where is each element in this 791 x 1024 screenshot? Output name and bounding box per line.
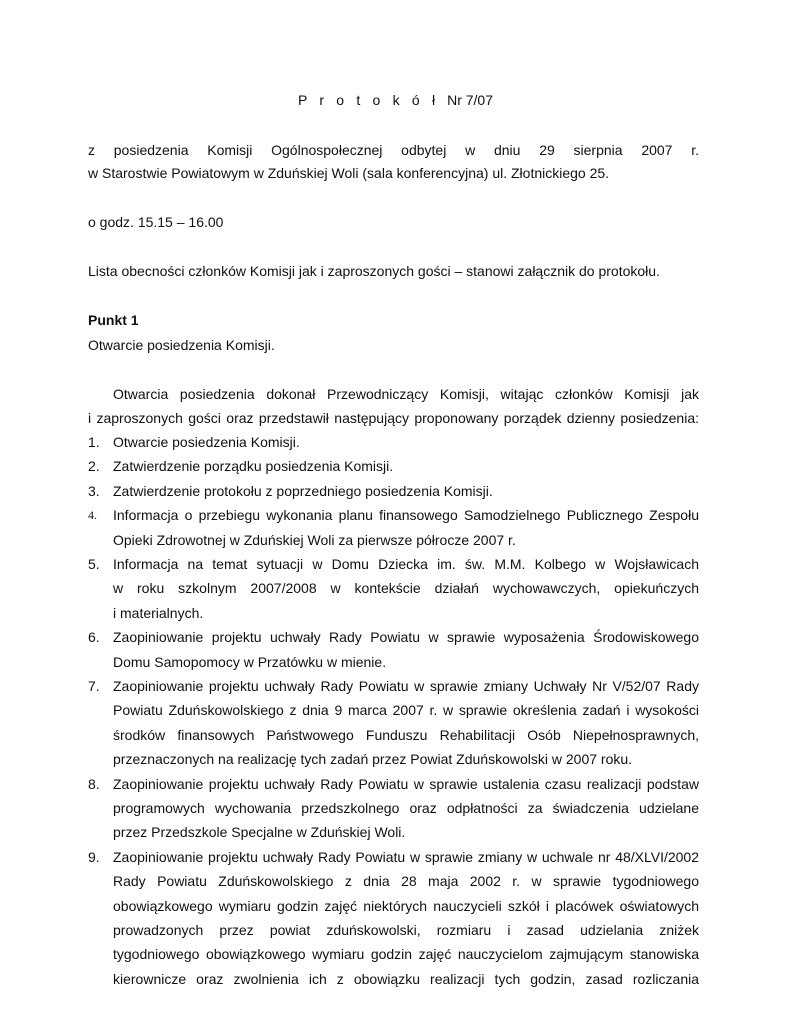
- agenda-item-number: 9.: [88, 848, 100, 865]
- agenda-item-text: obowiązkowego wymiaru godzin zajęć niektórych nauczycieli szkół i placówek oświatowych: [113, 897, 699, 914]
- agenda-item-text: przeznaczonych na realizację tych zadań przez Powiat Zduńskowolski w 2007 roku.: [113, 751, 633, 768]
- agenda-item-text: Informacja na temat sytuacji w Domu Dziecka im. św. M.M. Kolbego w Wojsławicach: [113, 556, 699, 572]
- intro-line-1: Otwarcia posiedzenia dokonał Przewodniczący Komisji, witając członków Komisji jak: [113, 386, 699, 402]
- agenda-item-text: Zatwierdzenie protokołu z poprzedniego posiedzenia Komisji.: [113, 482, 493, 499]
- attendance-note: Lista obecności członków Komisji jak i zaproszonych gości – stanowi załącznik do protokołu.: [88, 263, 660, 279]
- title-number: Nr 7/07: [447, 92, 494, 108]
- agenda-item-text: w roku szkolnym 2007/2008 w kontekście działań wychowawczych, opiekuńczych: [113, 580, 699, 597]
- title-word: P r o t o k ó ł: [297, 92, 440, 108]
- agenda-item-text: Rady Powiatu Zduńskowolskiego z dnia 28 maja 2002 r. w sprawie tygodniowego: [113, 873, 699, 890]
- agenda-item-number: 3.: [88, 482, 100, 499]
- agenda-item-text: Zaopiniowanie projektu uchwały Rady Powiatu w sprawie zmiany w uchwale nr 48/XLVI/2002: [113, 848, 699, 865]
- agenda-item-text: tygodniowego obowiązkowego wymiaru godzin zajęć nauczycielom zajmującym stanowiska: [113, 946, 699, 963]
- agenda-item-text: Otwarcie posiedzenia Komisji.: [113, 434, 300, 450]
- agenda-item-text: Domu Samopomocy w Przatówku w mienie.: [113, 653, 387, 670]
- agenda-item-number: 4.: [88, 508, 97, 523]
- agenda-item-text: przez Przedszkole Specjalne w Zduńskiej Woli.: [113, 824, 406, 841]
- agenda-item-number: 7.: [88, 678, 100, 694]
- agenda-item-text: Zatwierdzenie porządku posiedzenia Komisji.: [113, 458, 394, 475]
- agenda-item-number: 5.: [88, 556, 100, 572]
- punkt-subtitle: Otwarcie posiedzenia Komisji.: [88, 337, 275, 353]
- agenda-item-text: Zaopiniowanie projektu uchwały Rady Powiatu w sprawie wyposażenia Środowiskowego: [113, 629, 699, 646]
- agenda-item-number: 1.: [88, 434, 100, 450]
- agenda-item-text: Zaopiniowanie projektu uchwały Rady Powiatu w sprawie zmiany Uchwały Nr V/52/07 Rady: [113, 678, 699, 694]
- agenda-item-text: Informacja o przebiegu wykonania planu finansowego Samodzielnego Publicznego Zespołu: [113, 507, 699, 524]
- agenda-item-text: kierownicze oraz zwolnienia ich z obowiązku realizacji tych godzin, zasad rozliczania: [113, 970, 699, 987]
- agenda-item-text: i materialnych.: [113, 604, 204, 621]
- agenda-item-number: 2.: [88, 458, 100, 475]
- agenda-item-text: środków finansowych Państwowego Funduszu Rehabilitacji Osób Niepełnosprawnych,: [113, 726, 699, 743]
- agenda-item-text: prowadzonych przez powiat zduńskowolski, rozmiaru i zasad udzielania zniżek: [113, 922, 699, 938]
- punkt-heading: Punkt 1: [88, 312, 139, 328]
- agenda-item-text: Opieki Zdrowotnej w Zduńskiej Woli za pierwsze półrocze 2007 r.: [113, 531, 516, 548]
- agenda-item-number: 8.: [88, 775, 100, 792]
- document-title: [0, 90, 791, 110]
- agenda-item-text: Zaopiniowanie projektu uchwały Rady Powiatu w sprawie ustalenia czasu realizacji podstaw: [113, 775, 699, 792]
- agenda-item-number: 6.: [88, 629, 100, 646]
- agenda-item-text: Powiatu Zduńskowolskiego z dnia 9 marca 2007 r. w sprawie określenia zadań i wysokości: [113, 702, 699, 719]
- header-line-2: w Starostwie Powiatowym w Zduńskiej Woli (sala konferencyjna) ul. Złotnickiego 25.: [88, 165, 610, 181]
- meeting-time: o godz. 15.15 – 16.00: [88, 214, 224, 230]
- intro-line-2: i zaproszonych gości oraz przedstawił następujący proponowany porządek dzienny posiedzenia:: [88, 410, 699, 426]
- header-line-1: z posiedzenia Komisji Ogólnospołecznej odbytej w dniu 29 sierpnia 2007 r.: [88, 142, 699, 158]
- agenda-item-text: programowych wychowania przedszkolnego oraz odpłatności za świadczenia udzielane: [113, 800, 699, 816]
